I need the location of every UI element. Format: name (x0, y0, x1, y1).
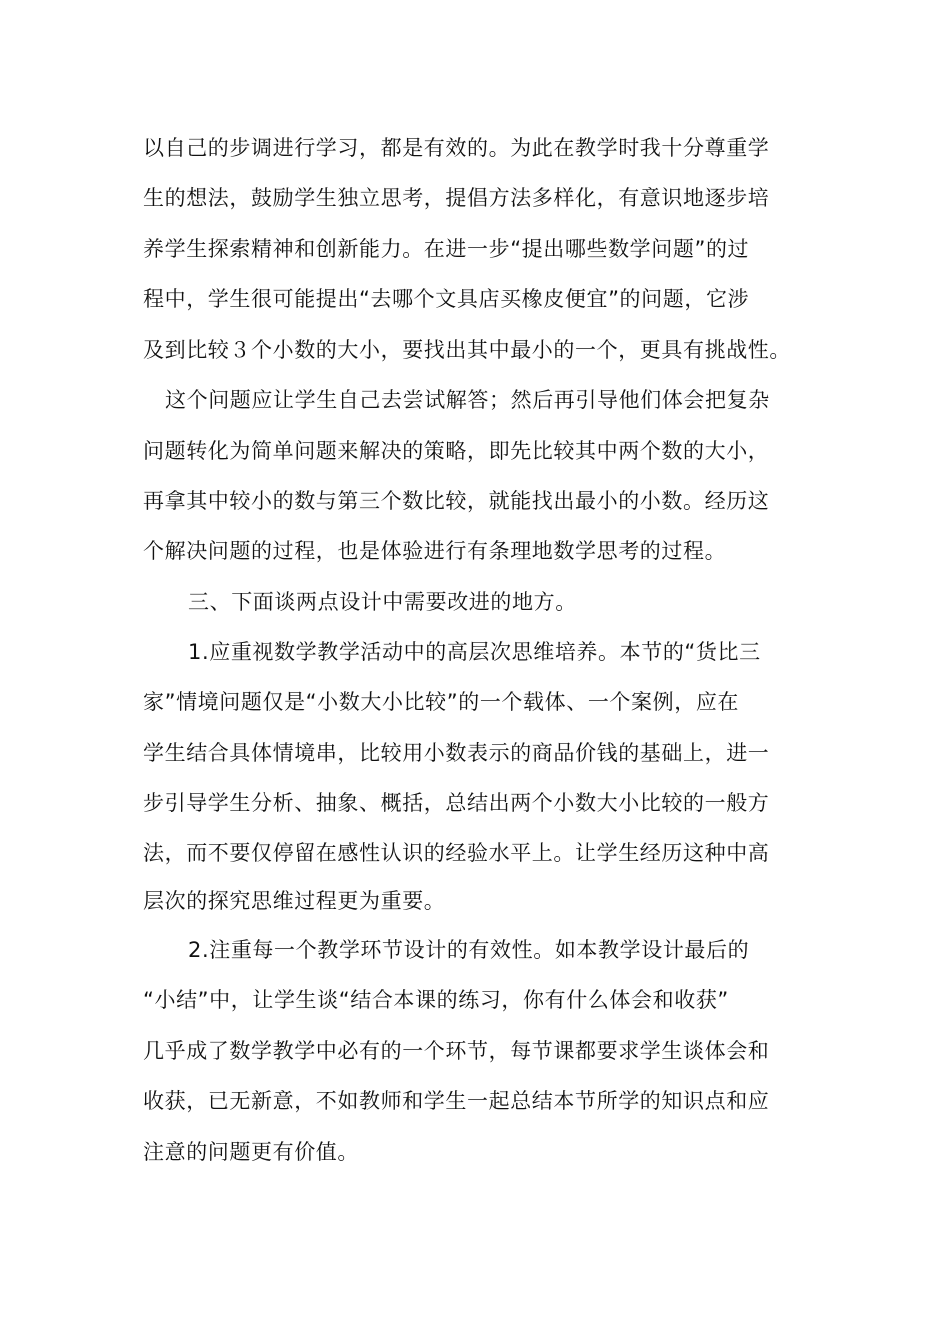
text-line: 法，而不要仅停留在感性认识的经验水平上。让学生经历这种中高 (143, 841, 770, 865)
text-line: 个解决问题的过程，也是体验进行有条理地数学思考的过程。 (143, 539, 727, 563)
text-line: 及到比较３个小数的大小，要找出其中最小的一个，更具有挑战性。 (143, 338, 791, 362)
text-line: 层次的探究思维过程更为重要。 (143, 889, 446, 913)
text-line: 这个问题应让学生自己去尝试解答；然后再引导他们体会把复杂 (165, 388, 770, 412)
text-line: 问题转化为简单问题来解决的策略，即先比较其中两个数的大小， (143, 439, 770, 463)
text-line: 收获，已无新意，不如教师和学生一起总结本节所学的知识点和应 (143, 1089, 770, 1113)
text-line: 家”情境问题仅是“小数大小比较”的一个载体、一个案例，应在 (143, 690, 740, 714)
text-line: “小结”中，让学生谈“结合本课的练习，你有什么体会和收获” (143, 988, 729, 1012)
text-line: 注意的问题更有价值。 (143, 1140, 359, 1164)
text-line: 步引导学生分析、抽象、概括，总结出两个小数大小比较的一般方 (143, 791, 770, 815)
text-line: 以自己的步调进行学习，都是有效的。为此在教学时我十分尊重学 (143, 136, 770, 160)
text-line: 养学生探索精神和创新能力。在进一步“提出哪些数学问题”的过 (143, 237, 750, 261)
text-line: 几乎成了数学教学中必有的一个环节，每节课都要求学生谈体会和 (143, 1039, 770, 1063)
text-line: 生的想法，鼓励学生独立思考，提倡方法多样化，有意识地逐步培 (143, 186, 770, 210)
text-line: 再拿其中较小的数与第三个数比较，就能找出最小的小数。经历这 (143, 489, 770, 513)
text-line: 程中，学生很可能提出“去哪个文具店买橡皮便宜”的问题，它涉 (143, 287, 750, 311)
text-line: 学生结合具体情境串，比较用小数表示的商品价钱的基础上，进一 (143, 741, 770, 765)
text-line: 1.应重视数学教学活动中的高层次思维培养。本节的“货比三 (188, 640, 761, 664)
text-line: 2.注重每一个教学环节设计的有效性。如本教学设计最后的 (188, 938, 750, 962)
section-heading: 三、下面谈两点设计中需要改进的地方。 (188, 590, 577, 614)
